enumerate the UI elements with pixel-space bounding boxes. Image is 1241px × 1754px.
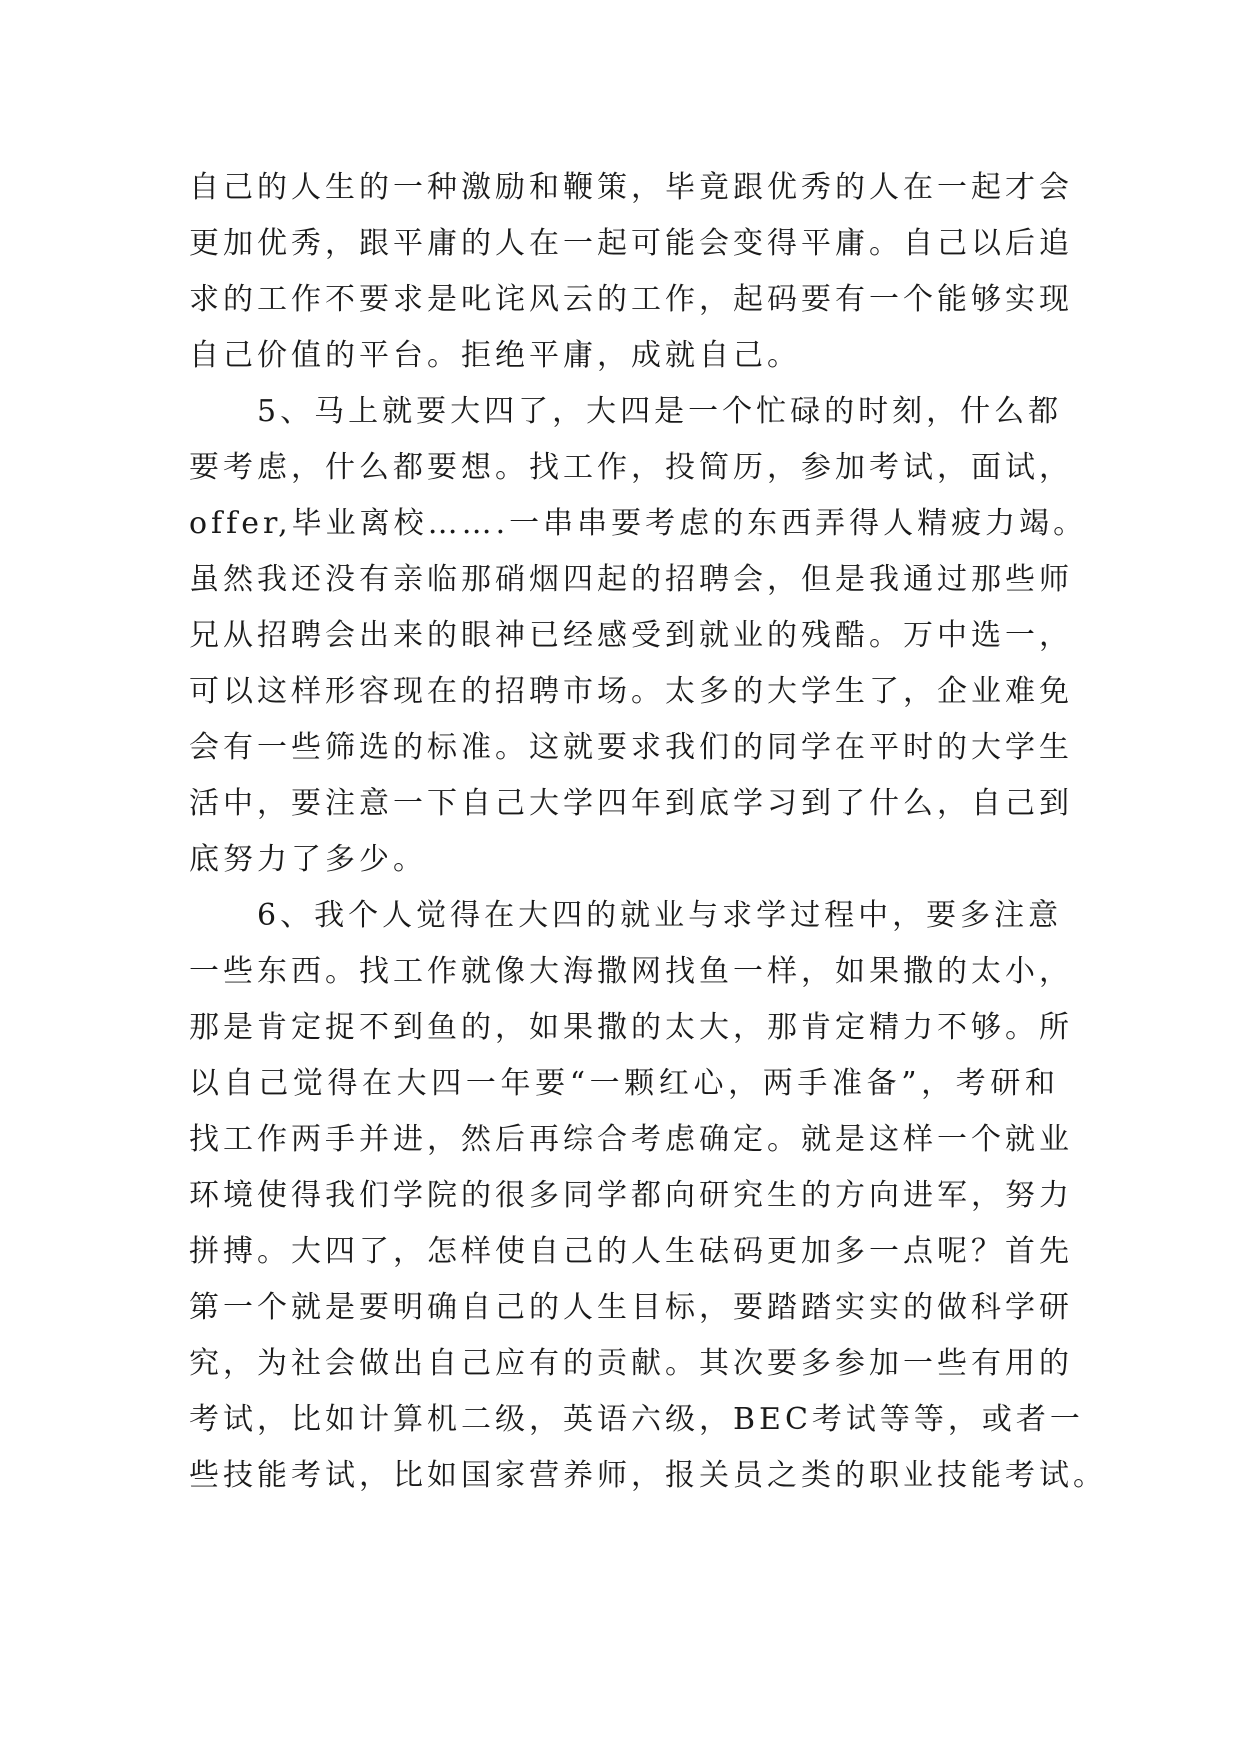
text-line: 拼搏。大四了，怎样使自己的人生砝码更加多一点呢？首先 [189,1234,1073,1269]
text-line: 第一个就是要明确自己的人生目标，要踏踏实实的做科学研 [189,1290,1073,1325]
text-line: 5、马上就要大四了，大四是一个忙碌的时刻，什么都 [189,394,1063,429]
text-line: 虽然我还没有亲临那硝烟四起的招聘会，但是我通过那些师 [189,562,1073,597]
text-line: 6、我个人觉得在大四的就业与求学过程中，要多注意 [189,898,1063,933]
text-line: 一些东西。找工作就像大海撒网找鱼一样，如果撒的太小， [189,954,1073,989]
text-line: 自己的人生的一种激励和鞭策，毕竟跟优秀的人在一起才会 [189,170,1073,205]
text-line: 以自己觉得在大四一年要“一颗红心，两手准备”，考研和 [189,1066,1059,1101]
text-line: 会有一些筛选的标准。这就要求我们的同学在平时的大学生 [189,730,1073,765]
text-line: 可以这样形容现在的招聘市场。太多的大学生了，企业难免 [189,674,1073,709]
text-line: offer,毕业离校…….一串串要考虑的东西弄得人精疲力竭。 [189,506,1088,541]
paragraph-6 [189,888,1107,1504]
paragraph-continuation [189,160,1073,384]
text-line: 活中，要注意一下自己大学四年到底学习到了什么，自己到 [189,786,1073,821]
text-line: 那是肯定捉不到鱼的，如果撒的太大，那肯定精力不够。所 [189,1010,1073,1045]
text-line: 究，为社会做出自己应有的贡献。其次要多参加一些有用的 [189,1346,1073,1381]
paragraph-5 [189,384,1088,888]
text-line: 求的工作不要求是叱诧风云的工作，起码要有一个能够实现 [189,282,1073,317]
body-text [189,160,1107,1504]
text-line: 些技能考试，比如国家营养师，报关员之类的职业技能考试。 [189,1458,1107,1493]
text-line: 更加优秀，跟平庸的人在一起可能会变得平庸。自己以后追 [189,226,1073,261]
text-line: 考试，比如计算机二级，英语六级，BEC考试等等，或者一 [189,1402,1084,1437]
text-line: 环境使得我们学院的很多同学都向研究生的方向进军，努力 [189,1178,1073,1213]
text-line: 底努力了多少。 [189,842,427,877]
text-line: 自己价值的平台。拒绝平庸，成就自己。 [189,338,801,373]
text-line: 兄从招聘会出来的眼神已经感受到就业的残酷。万中选一， [189,618,1073,653]
text-line: 要考虑，什么都要想。找工作，投简历，参加考试，面试， [189,450,1073,485]
text-line: 找工作两手并进，然后再综合考虑确定。就是这样一个就业 [189,1122,1073,1157]
